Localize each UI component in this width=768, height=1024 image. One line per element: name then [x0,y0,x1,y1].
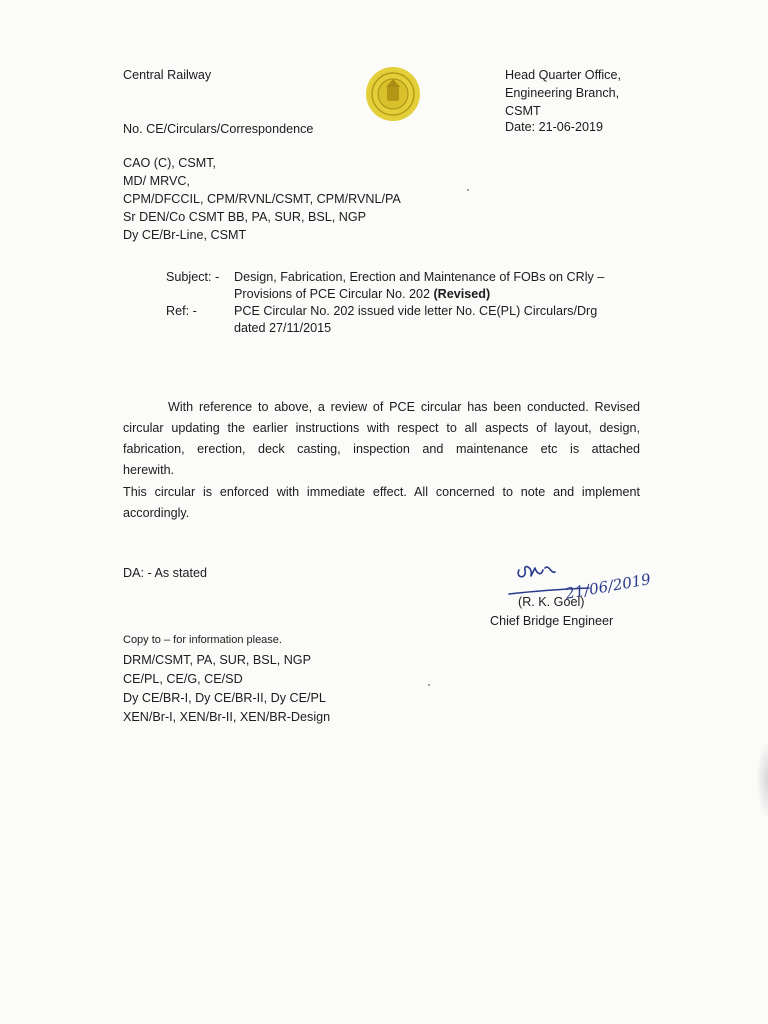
copy-to-item: CE/PL, CE/G, CE/SD [123,672,243,686]
addressee: Dy CE/Br-Line, CSMT [123,228,247,242]
reference-line-2: dated 27/11/2015 [234,321,332,335]
reference-number: No. CE/Circulars/Correspondence [123,122,314,136]
addressee-list [123,154,401,244]
subject-revised-tag: (Revised) [433,287,491,301]
scan-speck [467,189,469,191]
organization-name: Central Railway [123,68,212,82]
paragraph-line: herewith. [123,463,175,477]
copy-to-list [123,651,330,727]
office-line: Engineering Branch, [505,86,620,100]
subject-line-2-text: Provisions of PCE Circular No. 202 [234,287,434,301]
office-address [505,66,621,120]
copy-to-item: DRM/CSMT, PA, SUR, BSL, NGP [123,653,312,667]
addressee: CAO (C), CSMT, [123,156,217,170]
reference-label: Ref: - [166,304,197,318]
addressee: CPM/DFCCIL, CPM/RVNL/CSMT, CPM/RVNL/PA [123,192,401,206]
paragraph-line: fabrication, erection, deck casting, inspection and maintenance etc is attached [123,442,640,456]
copy-to-heading: Copy to – for information please. [123,634,282,646]
office-line: Head Quarter Office, [505,68,621,82]
paragraph-line: With reference to above, a review of PCE circular has been conducted. Revised [168,400,640,414]
paragraph-line: circular updating the earlier instructions with respect to all aspects of layout, design, [123,421,640,435]
body-paragraph-2 [123,482,640,524]
reference-line-1: PCE Circular No. 202 issued vide letter No. CE(PL) Circulars/Drg [234,304,598,318]
copy-to-item: XEN/Br-I, XEN/Br-II, XEN/BR-Design [123,710,331,724]
copy-to-item: Dy CE/BR-I, Dy CE/BR-II, Dy CE/PL [123,691,326,705]
paragraph-line: accordingly. [123,506,190,520]
signatory-name: (R. K. Goel) [518,595,585,609]
subject-line-2 [234,286,490,303]
addressee: Sr DEN/Co CSMT BB, PA, SUR, BSL, NGP [123,210,367,224]
signatory-designation: Chief Bridge Engineer [490,614,614,628]
subject-line-1: Design, Fabrication, Erection and Maintenance of FOBs on CRly – [234,270,605,284]
body-paragraph-1 [123,397,640,481]
scan-shadow [756,740,768,820]
scan-speck [428,684,430,686]
subject-label: Subject: - [166,270,220,284]
office-line: CSMT [505,104,541,118]
paragraph-line: This circular is enforced with immediate effect. All concerned to note and implement [123,485,640,499]
letter-date: Date: 21-06-2019 [505,120,604,134]
addressee: MD/ MRVC, [123,174,190,188]
railway-seal-logo [364,65,422,123]
enclosure-note: DA: - As stated [123,566,207,580]
signature-date: 21/06/2019 [563,570,653,603]
